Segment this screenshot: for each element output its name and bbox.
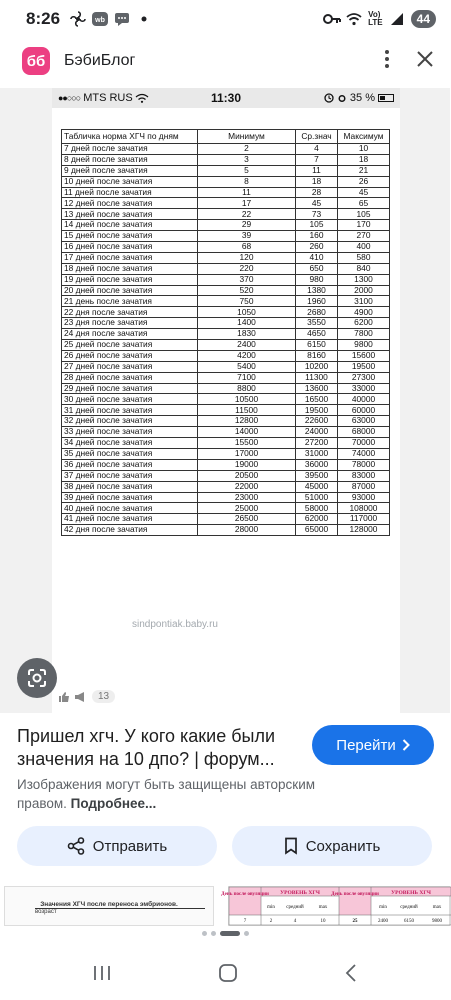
- lens-icon: [26, 667, 48, 689]
- google-lens-button[interactable]: [17, 658, 57, 698]
- table-cell: 19000: [198, 459, 296, 470]
- table-cell: 8: [198, 176, 296, 187]
- table-row: [62, 187, 390, 198]
- related-cell: 10: [320, 919, 326, 924]
- table-cell: 34 дней после зачатия: [62, 438, 198, 449]
- table-cell: 41 дней после зачатия: [62, 514, 198, 525]
- table-cell: 45000: [296, 481, 338, 492]
- table-cell: 23000: [198, 492, 296, 503]
- site-name[interactable]: БэбиБлог: [64, 52, 136, 69]
- page-dot: [244, 931, 249, 936]
- table-cell: 14 дней после зачатия: [62, 220, 198, 231]
- table-cell: 68000: [338, 427, 390, 438]
- table-cell: 19500: [338, 361, 390, 372]
- table-row: [62, 231, 390, 242]
- related-subheader: max: [432, 905, 442, 910]
- table-cell: 28: [296, 187, 338, 198]
- table-cell: 108000: [338, 503, 390, 514]
- table-cell: 22000: [198, 481, 296, 492]
- table-cell: 750: [198, 296, 296, 307]
- table-cell: 32 дней после зачатия: [62, 416, 198, 427]
- image-status-bar: [52, 88, 400, 108]
- table-cell: 23 дня после зачатия: [62, 318, 198, 329]
- table-cell: 128000: [338, 525, 390, 536]
- table-cell: 6200: [338, 318, 390, 329]
- table-cell: 19 дней после зачатия: [62, 274, 198, 285]
- table-cell: 15600: [338, 350, 390, 361]
- table-header-row: [62, 130, 390, 144]
- table-cell: 7: [296, 154, 338, 165]
- bookmark-icon: [284, 837, 298, 855]
- related-subheader: средний: [286, 905, 304, 910]
- table-cell: 16 дней после зачатия: [62, 242, 198, 253]
- related-cell: 4: [293, 919, 297, 924]
- table-cell: 28000: [198, 525, 296, 536]
- message-icon: [114, 11, 130, 27]
- table-cell: 520: [198, 285, 296, 296]
- table-header: Табличка норма ХГЧ по дням: [62, 130, 198, 144]
- table-cell: 35 дней после зачатия: [62, 448, 198, 459]
- table-cell: 4900: [338, 307, 390, 318]
- related-images: [0, 886, 450, 926]
- table-cell: 105: [338, 209, 390, 220]
- image-preview[interactable]: [0, 88, 450, 713]
- table-row: [62, 525, 390, 536]
- image-alarm-icon: [337, 93, 347, 103]
- table-row: [62, 350, 390, 361]
- table-cell: 24000: [296, 427, 338, 438]
- table-cell: 70000: [338, 438, 390, 449]
- table-cell: 22 дня после зачатия: [62, 307, 198, 318]
- table-cell: 580: [338, 252, 390, 263]
- key-icon: [324, 11, 340, 27]
- table-cell: 9 дней после зачатия: [62, 165, 198, 176]
- table-cell: 840: [338, 263, 390, 274]
- table-row: [62, 274, 390, 285]
- table-row: [62, 372, 390, 383]
- save-button-label: Сохранить: [305, 837, 381, 855]
- table-cell: 27200: [296, 438, 338, 449]
- table-row: [62, 296, 390, 307]
- related-header: УРОВЕНЬ ХГЧ: [280, 890, 320, 896]
- table-cell: 120: [198, 252, 296, 263]
- status-bar: [0, 0, 450, 38]
- table-row: [62, 318, 390, 329]
- table-cell: 5: [198, 165, 296, 176]
- table-cell: 24 дня после зачатия: [62, 329, 198, 340]
- table-cell: 5400: [198, 361, 296, 372]
- table-cell: 980: [296, 274, 338, 285]
- table-cell: 40000: [338, 394, 390, 405]
- table-cell: 11500: [198, 405, 296, 416]
- table-cell: 20500: [198, 470, 296, 481]
- table-cell: 260: [296, 242, 338, 253]
- related-image-2-table: [221, 887, 451, 927]
- table-header: Ср.знач: [296, 130, 338, 144]
- table-cell: 38 дней после зачатия: [62, 481, 198, 492]
- table-cell: 87000: [338, 481, 390, 492]
- viewer-header: [0, 38, 450, 84]
- hcg-norms-table: [61, 129, 390, 536]
- image-status-right: 35 %: [324, 92, 394, 104]
- dot-icon: [136, 11, 152, 27]
- reaction-count: 13: [92, 690, 115, 703]
- table-row: [62, 307, 390, 318]
- table-cell: 4200: [198, 350, 296, 361]
- visit-button[interactable]: [312, 725, 434, 765]
- table-cell: 12 дней после зачатия: [62, 198, 198, 209]
- table-cell: 410: [296, 252, 338, 263]
- table-row: [62, 340, 390, 351]
- table-cell: 30 дней после зачатия: [62, 394, 198, 405]
- related-image-1-title: Значения ХГЧ после переноса эмбрионов.: [40, 901, 178, 908]
- related-cell: 7: [243, 919, 247, 924]
- wb-app-icon: [92, 11, 108, 27]
- preview-image: [52, 88, 400, 713]
- table-row: [62, 285, 390, 296]
- table-cell: 18 дней после зачатия: [62, 263, 198, 274]
- back-icon[interactable]: [345, 964, 357, 987]
- save-button[interactable]: [232, 826, 432, 866]
- visit-button-label: Перейти: [336, 736, 396, 754]
- table-cell: 3: [198, 154, 296, 165]
- table-cell: 36 дней после зачатия: [62, 459, 198, 470]
- table-row: [62, 448, 390, 459]
- signal-icon: [389, 11, 405, 27]
- page-dot-active: [220, 931, 240, 936]
- table-cell: 117000: [338, 514, 390, 525]
- table-cell: 33000: [338, 383, 390, 394]
- table-cell: 22: [198, 209, 296, 220]
- image-wifi-icon: [136, 94, 148, 103]
- status-notification-icons: [70, 11, 152, 27]
- related-subheader: min: [379, 905, 387, 910]
- table-body: [62, 144, 390, 536]
- learn-more-link[interactable]: Подробнее...: [70, 796, 157, 811]
- table-cell: 18: [296, 176, 338, 187]
- table-cell: 31000: [296, 448, 338, 459]
- table-cell: 42 дня после зачатия: [62, 525, 198, 536]
- related-cell: 9800: [432, 919, 442, 924]
- table-cell: 8 дней после зачатия: [62, 154, 198, 165]
- system-nav-bar: [0, 950, 450, 1000]
- image-carrier: ●●○○○ MTS RUS: [58, 92, 148, 104]
- table-cell: 39 дней после зачатия: [62, 492, 198, 503]
- table-cell: 26: [338, 176, 390, 187]
- table-cell: 26 дней после зачатия: [62, 350, 198, 361]
- table-cell: 65: [338, 198, 390, 209]
- table-row: [62, 481, 390, 492]
- table-cell: 27300: [338, 372, 390, 383]
- table-cell: 14000: [198, 427, 296, 438]
- table-cell: 36000: [296, 459, 338, 470]
- image-watermark: sindpontiak.baby.ru: [132, 619, 218, 630]
- related-header: УРОВЕНЬ ХГЧ: [391, 890, 431, 896]
- table-row: [62, 220, 390, 231]
- table-cell: 28 дней после зачатия: [62, 372, 198, 383]
- table-cell: 7800: [338, 329, 390, 340]
- table-cell: 270: [338, 231, 390, 242]
- table-cell: 74000: [338, 448, 390, 459]
- table-cell: 21 день после зачатия: [62, 296, 198, 307]
- table-row: [62, 503, 390, 514]
- status-system-icons: [324, 10, 436, 28]
- table-cell: 39: [198, 231, 296, 242]
- table-row: [62, 209, 390, 220]
- table-cell: 7100: [198, 372, 296, 383]
- table-cell: 58000: [296, 503, 338, 514]
- image-reactions: [58, 690, 115, 703]
- table-cell: 37 дней после зачатия: [62, 470, 198, 481]
- table-cell: 8160: [296, 350, 338, 361]
- table-cell: 10200: [296, 361, 338, 372]
- page-dot: [211, 931, 216, 936]
- copyright-notice: [17, 775, 337, 813]
- table-cell: 15 дней после зачатия: [62, 231, 198, 242]
- table-row: [62, 176, 390, 187]
- table-row: [62, 416, 390, 427]
- table-row: [62, 154, 390, 165]
- table-cell: 1960: [296, 296, 338, 307]
- site-logo[interactable]: бб: [22, 47, 50, 75]
- table-cell: 39500: [296, 470, 338, 481]
- result-title[interactable]: Пришел хгч. У кого какие были значения на 10 дпо? | форум...: [17, 726, 276, 769]
- table-row: [62, 459, 390, 470]
- page-indicator: [0, 926, 450, 940]
- table-cell: 8800: [198, 383, 296, 394]
- image-lock-icon: [324, 93, 334, 103]
- table-cell: 78000: [338, 459, 390, 470]
- table-cell: 27 дней после зачатия: [62, 361, 198, 372]
- table-header: Минимум: [198, 130, 296, 144]
- related-cell: 6150: [404, 919, 414, 924]
- table-cell: 29: [198, 220, 296, 231]
- like-icon: [58, 691, 70, 703]
- table-row: [62, 394, 390, 405]
- table-cell: 13 дней после зачатия: [62, 209, 198, 220]
- table-cell: 93000: [338, 492, 390, 503]
- table-cell: 4: [296, 144, 338, 155]
- table-cell: 1300: [338, 274, 390, 285]
- table-cell: 20 дней после зачатия: [62, 285, 198, 296]
- table-cell: 11300: [296, 372, 338, 383]
- table-cell: 21: [338, 165, 390, 176]
- table-row: [62, 165, 390, 176]
- fan-icon: [70, 11, 86, 27]
- copyright-text: Изображения могут быть защищены авторским правом.: [17, 777, 316, 811]
- related-subheader: min: [267, 905, 275, 910]
- table-cell: 2680: [296, 307, 338, 318]
- related-subheader: средний: [400, 905, 418, 910]
- table-cell: 17000: [198, 448, 296, 459]
- table-row: [62, 470, 390, 481]
- table-cell: 18: [338, 154, 390, 165]
- table-row: [62, 263, 390, 274]
- status-time: 8:26: [26, 9, 61, 28]
- battery-indicator: 44: [411, 10, 436, 28]
- table-cell: 220: [198, 263, 296, 274]
- table-row: [62, 427, 390, 438]
- table-cell: 68: [198, 242, 296, 253]
- table-cell: 73: [296, 209, 338, 220]
- table-cell: 83000: [338, 470, 390, 481]
- related-image-1-subtitle: возраст: [35, 908, 205, 915]
- table-cell: 22600: [296, 416, 338, 427]
- table-row: [62, 144, 390, 155]
- related-cell: 25: [352, 919, 358, 924]
- table-row: [62, 329, 390, 340]
- related-image-1[interactable]: [4, 886, 214, 926]
- image-time: 11:30: [210, 91, 242, 105]
- table-cell: 3100: [338, 296, 390, 307]
- more-options-icon[interactable]: [384, 49, 390, 74]
- table-row: [62, 198, 390, 209]
- table-cell: 10: [338, 144, 390, 155]
- table-cell: 1400: [198, 318, 296, 329]
- table-cell: 31 дней после зачатия: [62, 405, 198, 416]
- related-subheader: max: [318, 905, 328, 910]
- table-cell: 29 дней после зачатия: [62, 383, 198, 394]
- table-cell: 11: [198, 187, 296, 198]
- table-cell: 4650: [296, 329, 338, 340]
- table-row: [62, 383, 390, 394]
- table-row: [62, 242, 390, 253]
- table-cell: 25000: [198, 503, 296, 514]
- table-cell: 2000: [338, 285, 390, 296]
- table-cell: 3550: [296, 318, 338, 329]
- svg-text:wb: wb: [95, 17, 105, 24]
- table-cell: 25 дней после зачатия: [62, 340, 198, 351]
- recent-apps-icon[interactable]: [93, 965, 111, 986]
- close-icon[interactable]: [416, 50, 434, 73]
- table-cell: 12800: [198, 416, 296, 427]
- related-header: День после овуляции: [221, 892, 269, 897]
- share-button[interactable]: [17, 826, 217, 866]
- table-cell: 65000: [296, 525, 338, 536]
- table-cell: 370: [198, 274, 296, 285]
- related-image-2[interactable]: [221, 886, 450, 926]
- table-row: [62, 405, 390, 416]
- page-dot: [202, 931, 207, 936]
- table-cell: 11 дней после зачатия: [62, 187, 198, 198]
- table-cell: 17: [198, 198, 296, 209]
- table-cell: 6150: [296, 340, 338, 351]
- table-cell: 17 дней после зачатия: [62, 252, 198, 263]
- table-row: [62, 514, 390, 525]
- share-button-label: Отправить: [92, 837, 168, 855]
- table-cell: 9800: [338, 340, 390, 351]
- chevron-right-icon: [402, 739, 410, 751]
- table-cell: 19500: [296, 405, 338, 416]
- table-cell: 16500: [296, 394, 338, 405]
- table-cell: 45: [296, 198, 338, 209]
- header-actions: [384, 49, 434, 74]
- table-cell: 15500: [198, 438, 296, 449]
- table-cell: 13600: [296, 383, 338, 394]
- table-cell: 2: [198, 144, 296, 155]
- table-cell: 10 дней после зачатия: [62, 176, 198, 187]
- table-row: [62, 492, 390, 503]
- wifi-icon: [346, 11, 362, 27]
- table-cell: 51000: [296, 492, 338, 503]
- table-cell: 33 дней после зачатия: [62, 427, 198, 438]
- related-cell: 2: [269, 919, 273, 924]
- table-cell: 400: [338, 242, 390, 253]
- network-type: Vo) LTE: [368, 10, 383, 27]
- table-cell: 45: [338, 187, 390, 198]
- home-icon[interactable]: [218, 963, 238, 988]
- table-header: Максимум: [338, 130, 390, 144]
- table-cell: 63000: [338, 416, 390, 427]
- table-cell: 170: [338, 220, 390, 231]
- table-cell: 60000: [338, 405, 390, 416]
- table-cell: 160: [296, 231, 338, 242]
- image-battery-icon: [378, 94, 394, 102]
- table-cell: 62000: [296, 514, 338, 525]
- megaphone-icon: [74, 691, 88, 703]
- table-cell: 10500: [198, 394, 296, 405]
- table-cell: 11: [296, 165, 338, 176]
- table-cell: 7 дней после зачатия: [62, 144, 198, 155]
- table-cell: 1050: [198, 307, 296, 318]
- table-cell: 26500: [198, 514, 296, 525]
- table-cell: 1380: [296, 285, 338, 296]
- table-row: [62, 361, 390, 372]
- table-cell: 1830: [198, 329, 296, 340]
- related-cell: 2400: [378, 919, 388, 924]
- share-icon: [67, 837, 85, 855]
- related-header: День после овуляции: [331, 892, 379, 897]
- table-cell: 105: [296, 220, 338, 231]
- table-row: [62, 252, 390, 263]
- table-row: [62, 438, 390, 449]
- table-cell: 40 дней после зачатия: [62, 503, 198, 514]
- table-cell: 2400: [198, 340, 296, 351]
- table-cell: 650: [296, 263, 338, 274]
